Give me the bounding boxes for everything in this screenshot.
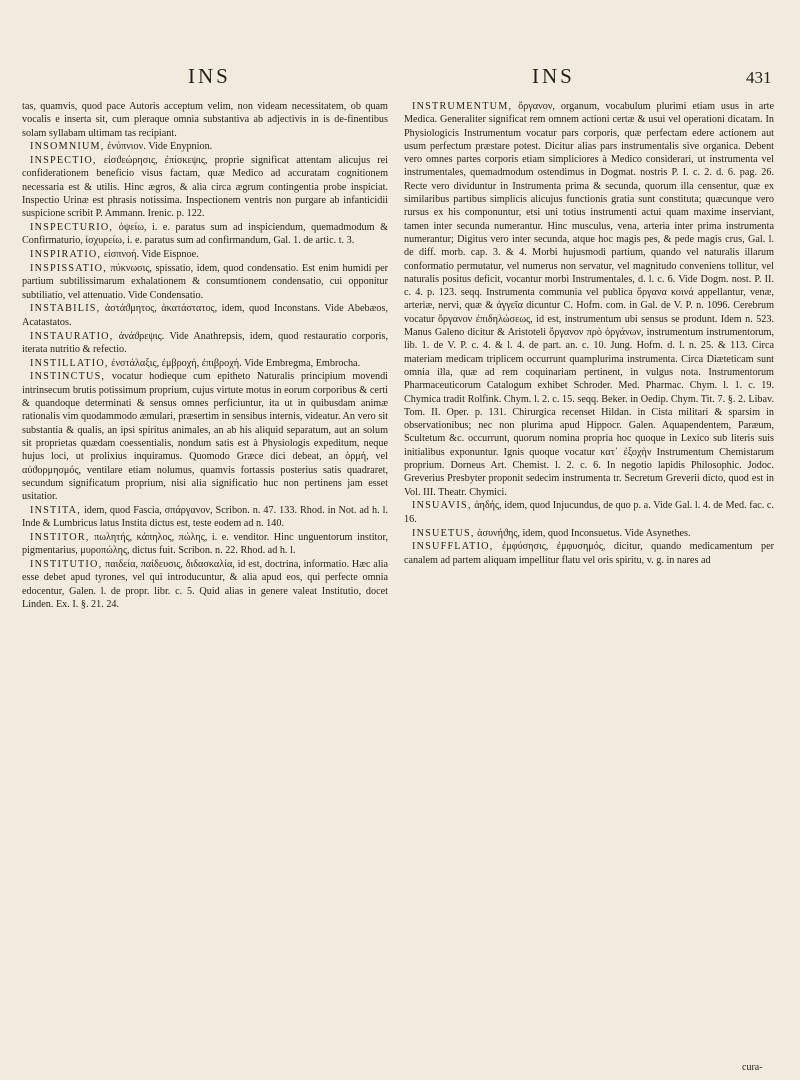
right-column <box>404 100 774 567</box>
entry-term: INSTITA, <box>30 504 81 516</box>
entry-term: INSPIRATIO, <box>30 249 102 261</box>
entry-text: παιδεία, παίδευσις, διδασκαλία, id est, doctrina, informatio. Hæc alia esse debet apud tyrones, vel qui introducuntur, & alia apud eos, qui perfecte omnia edocentur, Galen. l. de propr. libr. c. 5. Quid alias in genere valeat Institutio, docet Linden. Ex. I. §. 21. 24. <box>22 559 389 610</box>
dictionary-entry <box>22 302 388 329</box>
dictionary-entry <box>22 330 388 357</box>
entry-term: INSOMNIUM, <box>30 141 105 153</box>
dictionary-entry <box>22 531 388 558</box>
entry-text: ἐνύπνιον. Vide Enypnion. <box>107 141 213 153</box>
entry-term: INSPISSATIO, <box>30 263 107 275</box>
entry-term: INSTITOR, <box>30 532 90 543</box>
entry-text: εἰσπνοή. Vide Eispnoe. <box>103 249 199 261</box>
entry-term: INSTRUMENTUM, <box>412 101 513 112</box>
dictionary-entry <box>404 527 774 540</box>
entry-term: INSTAURATIO, <box>30 330 114 342</box>
catchword: cura- <box>742 1062 763 1073</box>
entry-text: πωλητής, κάπηλος, πώλης, i. e. venditor. Hinc unguentorum institor, pigmentarius, μυροπώλης, dictus fuit. Scribon. n. 22. Rhod. ad h. l. <box>22 532 389 557</box>
running-head-left: INS <box>188 64 231 88</box>
dictionary-entry <box>404 499 774 526</box>
entry-term: INSTINCTUS, <box>30 371 106 383</box>
entry-term: INSTABILIS, <box>30 303 101 315</box>
dictionary-entry <box>22 370 388 503</box>
dictionary-entry <box>22 248 388 261</box>
dictionary-entry <box>22 504 388 531</box>
entry-text: ἐνστάλαξις, ἐμβροχή, ἐπιβροχή. Vide Embregma, Embrocha. <box>111 357 361 369</box>
entry-term: INSPECTIO, <box>30 155 97 167</box>
dictionary-entry <box>404 100 774 499</box>
entry-term: INSUFFLATIO, <box>412 541 494 553</box>
dictionary-entry <box>22 154 388 220</box>
entry-term: INSPECTURIO, <box>30 222 114 234</box>
entry-text: πύκνωσις, spissatio, idem, quod condensatio. Est enim humidi per partium subtilissimarum exhalationem & consumtionem condensatio, cui opponitur subtiliatio, vel attenuatio. Vide Condensatio. <box>22 263 388 301</box>
entry-text: ὀψείω, i. e. paratus sum ad inspiciendum, quemadmodum & Confirmaturio, ἰσχυρείω, i. e. paratus sum ad confirmandum, Gal. 1. de artic. t. 3. <box>22 222 388 247</box>
entry-text: ἀστάϑμητος, ἀκατάστατος, idem, quod Inconstans. Vide Abebæos, Acatastatos. <box>22 303 388 328</box>
dictionary-entry <box>22 357 388 370</box>
entry-term: INSTILLATIO, <box>30 357 109 369</box>
dictionary-entry <box>22 221 388 248</box>
dictionary-entry <box>22 140 388 153</box>
left-column <box>22 100 388 611</box>
entry-text: idem, quod Fascia, σπάργανον, Scribon. n. 47. 133. Rhod. in Not. ad h. l. Inde & Lumbricus latus Instita dictus est, teste eodem ad n. 140. <box>22 504 388 530</box>
dictionary-entry <box>22 262 388 302</box>
page-number: 431 <box>746 68 772 87</box>
entry-text: ἀνάϑρεψις. Vide Anathrepsis, idem, quod restauratio corporis, iterata nutritio & refectio. <box>22 330 388 355</box>
dictionary-entry <box>22 558 388 611</box>
entry-term: INSUETUS, <box>412 527 475 539</box>
page-header <box>0 64 800 94</box>
entry-text: vocatur hodieque cum epitheto Naturalis principium movendi intrinsecum brutis potissimum proprium, cujus virtute motus in eorum corporibus & certi & quandoque determinati & sensus omnes perficiuntur, ita ut in quibusdam animæ rationalis vim quodammodo æmulari, præsertim in sensibus internis, videatur. An vero sit substantia & qualis, an ipsi spiritus animales, an ab his aliquid separatum, aut an solum sit proprietas quædam coessentialis, nondum satis est à Physiologis expeditum, neque hujus loci, ut prolixius inquiramus. Quomodo Græce dici debeat, an ὁρμή, vel αὐϑορμησμός, ventilare etiam nolumus, quamvis fortassis posterius satis quadraret, secundum significatum proprium, nisi alia significatio huc non pertinens jam esset usitatior. <box>22 371 388 503</box>
entry-text: ἐμφύσησις, ἐμφυσημός, dicitur, quando medicamentum per canalem ad partem aliquam impellitur flatu vel oris spiritu, v. g. in nares ad <box>404 541 774 566</box>
entry-term: INSUAVIS, <box>412 500 472 512</box>
entry-text: εἰσϑεώρησις, ἐπίσκεψις, proprie significat attentam alicujus rei confiderationem beneficio visus factam, quæ Medico ad accuratam cognitionem necessaria est & utilis. Hinc ægros, & alia circa ægrum contingentia probe inspiciat. Inspectio Urinæ est phrasis notissima. Inspectionem ventris non purgare ab infanticidii suspicione scribit P. Ammann. Irenic. p. 122. <box>22 155 388 220</box>
entry-text: ἀηδής, idem, quod Injucundus, de quo p. a. Vide Gal. l. 4. de Med. fac. c. 16. <box>404 500 774 525</box>
entry-term: INSTITUTIO, <box>30 559 103 571</box>
running-head-right: INS <box>532 64 575 88</box>
dictionary-entry <box>404 540 774 567</box>
entry-text: tas, quamvis, quod pace Autoris acceptum velim, non videam necessitatem, ob quam vocalis e inserta sit, cum pleraque omnia substantiva ab adjectivis in is de-finentibus solam syllabam ultimam tas recipiant. <box>22 101 388 139</box>
entry-text: ἀσυνήϑης, idem, quod Inconsuetus. Vide Asynethes. <box>477 527 691 539</box>
dictionary-entry <box>22 100 388 140</box>
entry-text: ὄργανον, organum, vocabulum plurimi etiam usus in arte Medica. Generaliter significat rem omnem actioni certæ & usui vel operationi dicatam. In Physiologicis Instrumentum vocatur pars corporis, quæ perfectam edere actionem aut usum perfectum præstare potest. Dicitur alias pars instrumentalis sive organica. Debent vero omnes partes corporis etiam simpliciores à Medico considerari, ut instrumenta vel instrumentales, quemadmodum ostendimus in Dogmat. nostris P. I. c. 2. d. 6. pag. 26. Recte vero dividuntur in Instrumenta prima & secunda, quorum illa censentur, quæ ex similaribus partibus simplicis alicujus functionis gratia sunt constituta; quæcunque vero rursus ex his componuntur, etsi uni totius instrumenti actui quam maxime inserviant, tamen inter secunda numerantur. Hinc musculus, vena, arteria inter prima instrumenta numerantur; Digitus vero inter secunda, atque hoc magis pes, & pede magis crus, Gal. l. de diff. morb. cap. 3. & 4. Morbi hujusmodi partium, quando vel naturalis illarum conformatio permutatur, vel numerus non servatur, vel magnitudo conveniens tollitur, vel naturalis positus deficit, vocantur morbi Instrumentales, d. l. c. 6. Vide Dogm. nost. P. II. c. 4. p. 123. seqq. Instrumenta communia vel publica ὄργανα κοινά appellantur, venæ, arteriæ, nervi, quæ & ἀγγεῖα dicuntur C. Hofm. com. in Gal. de V. P. n. 1096. Cerebrum vocatur ὄργανον ἐπιδηλώσεως, id est, instrumentum ubi sensus se produnt. Idem n. 523. Manus Galeno dicitur & Aristoteli ὄργανον πρὸ ὀργάνων, instrumentum instrumentorum, lib. 1. de V. P. c. 4. & l. 4. de part. an. c. 10. Jung. Hofm. d. l. n. 25. & 113. Circa materiam medicam triplicem occurrunt quamplurima instrumenta. Circa Diæteticam sunt omnia illa, quæ ad rem coquinariam pertinent, in vulgus nota. Instrumentorum Pharmaceuticorum Catalogum exhibet Schroder. Med. Pharmac. Chym. l. 1. c. 19. Chymica tradit Rolfink. Chym. l. 2. c. 15. seqq. Beker. in Oedip. Chym. Tit. 7. §. 2. Libav. Tom. II. Oper. p. 131. Chirurgica recenset Hildan. in Cista militari & sparsim in observationibus; nec non plurima apud Hippocr. Galen. Aquapendentem, Paræum, Scultetum &c. occurrunt, quorum nomina propria hoc quoque in Lexico sub literis suis initialibus exponuntur. Ignis quoque vocatur κατ᾽ ἐξοχὴν Instrumentum Chemistarum proprium. Dorneus Art. Chemist. l. 2. c. 6. In negotio lapidis Philosophic. Jodoc. Greverius Presbyter proponit sedecim instrumenta tr. Secretum Greverii dicto, quod est in Vol. III. Theatr. Chymici. <box>404 101 774 498</box>
